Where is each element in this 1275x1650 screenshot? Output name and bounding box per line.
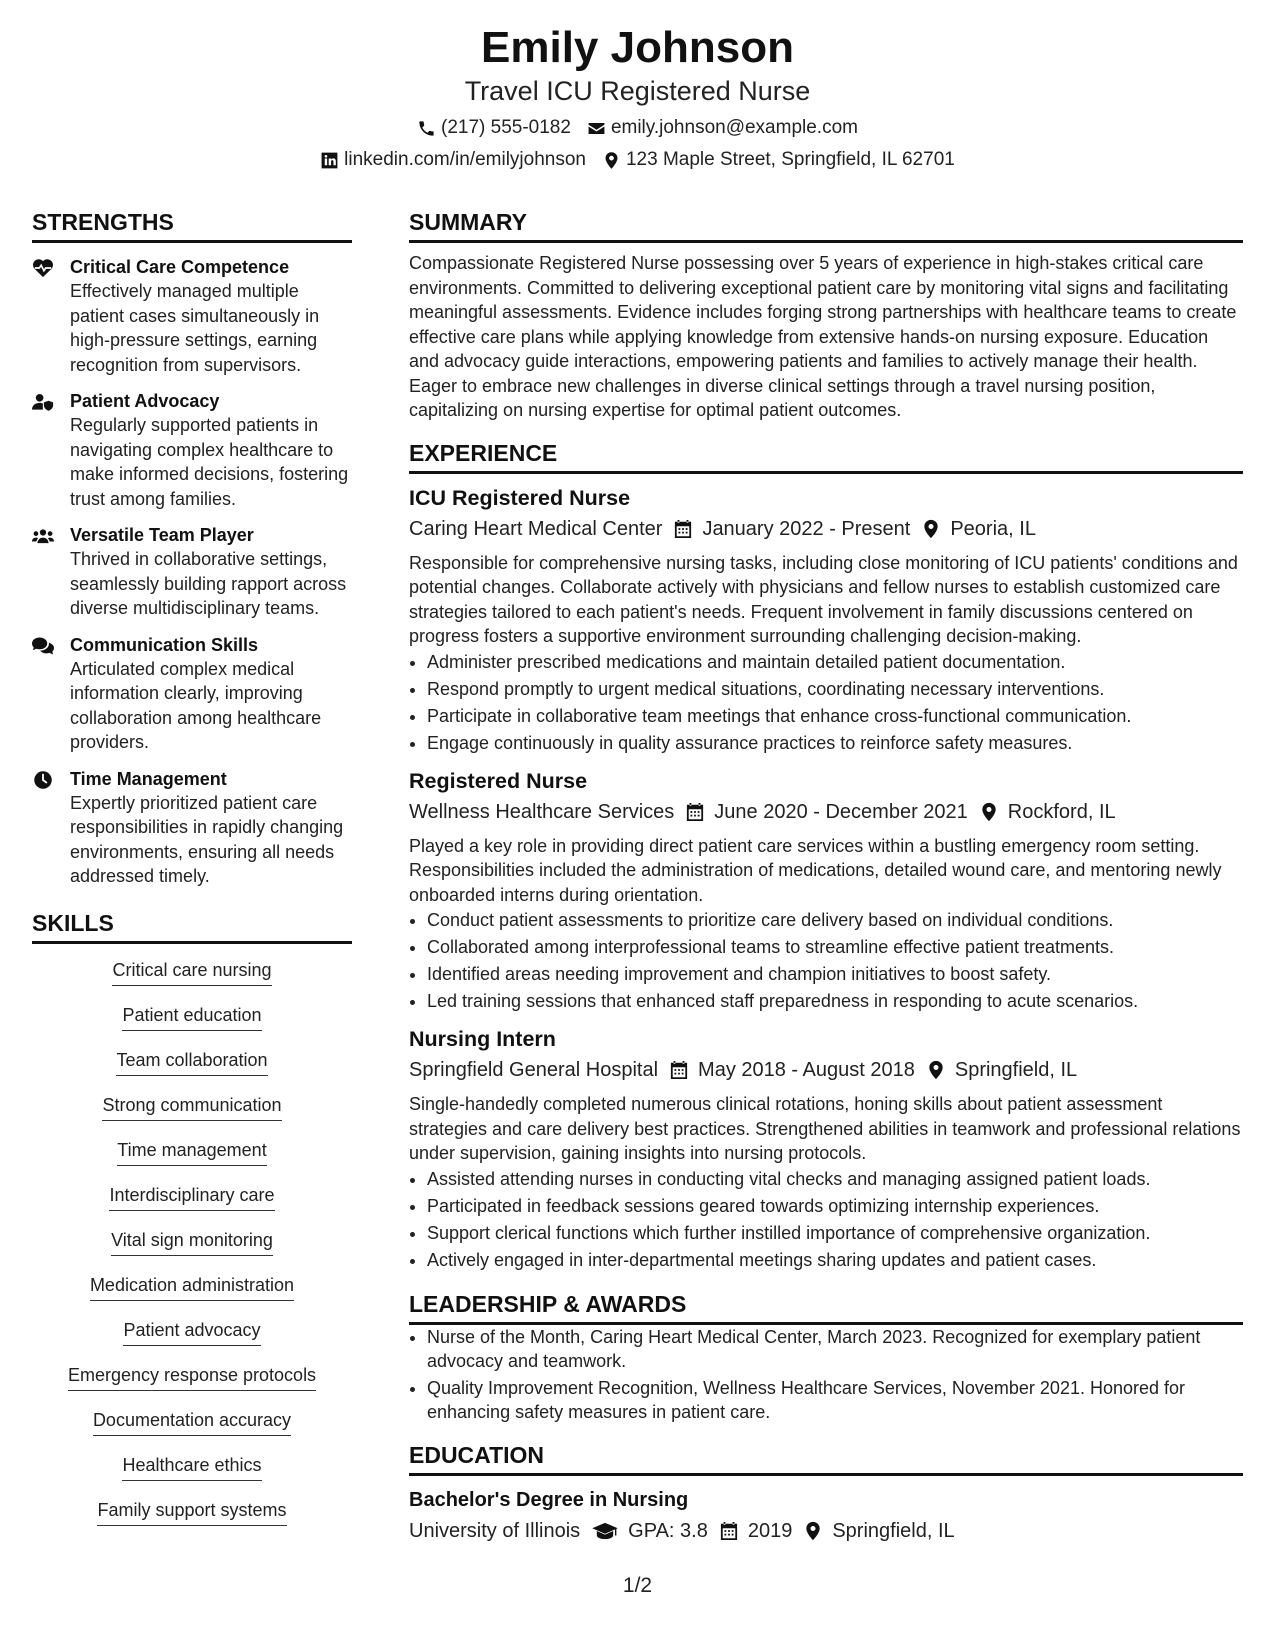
strength-title: Critical Care Competence (70, 257, 290, 277)
linkedin-item[interactable] (320, 148, 586, 172)
bullet-item: • Identified areas needing improvement and champion initiatives to boost safety. (427, 961, 1243, 988)
calendar-icon (670, 1060, 688, 1080)
strength-desc: Articulated complex medical information clearly, improving collaboration among healthcare providers. (70, 658, 322, 752)
email-item[interactable] (587, 116, 858, 140)
contact-row-2 (0, 148, 1275, 172)
skill-item: Critical care nursing (32, 958, 352, 1003)
strength-desc: Regularly supported patients in navigating complex healthcare to make informed decisions, fostering trust among families. (70, 415, 349, 509)
job-entry (409, 767, 1243, 1016)
bullet-item: • Collaborated among interprofessional teams to streamline effective patient treatments. (427, 934, 1243, 961)
strengths-heading: STRENGTHS (32, 208, 352, 243)
bullet-item: • Led training sessions that enhanced staff preparedness in responding to acute scenarios. (427, 988, 1243, 1015)
job-location: Peoria, IL (950, 517, 1036, 540)
strength-item (32, 633, 352, 755)
skill-item: Patient education (32, 1003, 352, 1048)
heartbeat-icon (32, 258, 54, 278)
candidate-name: Emily Johnson (481, 23, 794, 72)
phone-item (417, 116, 571, 140)
bullet-item: • Participated in feedback sessions geared towards optimizing internship experiences. (427, 1193, 1243, 1220)
job-title: Registered Nurse (409, 768, 588, 793)
envelope-icon (587, 119, 606, 138)
page-number: 1/2 (622, 1574, 653, 1597)
strength-item (32, 523, 352, 621)
map-marker-icon (602, 151, 621, 170)
map-marker-icon (804, 1521, 822, 1541)
bullet-item: • Support clerical functions which further instilled importance of comprehensive organization. (427, 1220, 1243, 1247)
phone-text: (217) 555-0182 (441, 117, 571, 138)
education-school: University of Illinois (409, 1519, 581, 1542)
calendar-icon (674, 519, 692, 539)
strength-item (32, 255, 352, 377)
users-icon (32, 526, 54, 546)
awards-list (409, 1325, 1243, 1425)
job-meta (409, 515, 1243, 543)
job-dates: May 2018 - August 2018 (698, 1059, 915, 1081)
skill-item: Strong communication (32, 1093, 352, 1138)
skill-item: Interdisciplinary care (32, 1183, 352, 1228)
education-year: 2019 (747, 1519, 793, 1542)
skill-item: Patient advocacy (32, 1318, 352, 1363)
skill-list (32, 958, 352, 1543)
job-description: Responsible for comprehensive nursing tasks, including close monitoring of ICU patients' conditions and potential changes. Collaborate actively with physicians and fellow nurses to establish customized care strategies tailored to each patient's needs. Frequent involvement in family discussions centered on progress fosters a supportive environment surrounding challenging decision-making. (409, 552, 1238, 646)
job-entry (409, 1025, 1243, 1274)
job-title: Nursing Intern (409, 1027, 556, 1051)
awards-heading: LEADERSHIP & AWARDS (409, 1290, 1243, 1325)
right-column (409, 208, 1243, 1545)
resume-header (0, 22, 1275, 172)
skill-item: Family support systems (32, 1498, 352, 1543)
map-marker-icon (980, 802, 998, 822)
strength-title: Patient Advocacy (70, 391, 220, 411)
summary-text: Compassionate Registered Nurse possessing over 5 years of experience in high-stakes critical care environments. Committed to delivering exceptional patient care by monitoring vital signs and facilitating meaningful assessments. Evidence includes forging strong partnerships with healthcare teams to create effective care plans while applying knowledge from extensive hands-on nursing exposure. Education and advocacy guide interactions, empowering patients and families to actively manage their health. Eager to embrace new challenges in diverse clinical settings through a travel nursing position, capitalizing on nursing expertise for optimal patient outcomes. (409, 253, 1237, 420)
award-item: • Quality Improvement Recognition, Wellness Healthcare Services, November 2021. Honored for enhancing safety measures in patient care. (427, 1376, 1243, 1425)
education-gpa: GPA: 3.8 (628, 1519, 708, 1542)
job-description: Played a key role in providing direct patient care services within a bustling emergency room setting. Responsibilities included the administration of medications, detailed wound care, and mentoring newly onboarded interns during orientation. (409, 835, 1222, 905)
strength-desc: Thrived in collaborative settings, seamlessly building rapport across diverse multidisciplinary teams. (70, 549, 347, 618)
job-dates: January 2022 - Present (702, 517, 911, 540)
job-bullets (409, 907, 1243, 1015)
experience-heading: EXPERIENCE (409, 439, 1243, 474)
education-heading: EDUCATION (409, 1441, 1243, 1476)
strength-title: Versatile Team Player (70, 525, 254, 545)
job-meta (409, 1056, 1243, 1084)
skill-item: Healthcare ethics (32, 1453, 352, 1498)
clock-icon (32, 770, 54, 790)
address-text: 123 Maple Street, Springfield, IL 62701 (625, 149, 955, 170)
candidate-title: Travel ICU Registered Nurse (464, 76, 811, 106)
job-meta (409, 798, 1243, 826)
job-title: ICU Registered Nurse (409, 485, 631, 510)
bullet-item: • Assisted attending nurses in conducting vital checks and managing assigned patient loads. (427, 1166, 1243, 1193)
skill-item: Emergency response protocols (32, 1363, 352, 1408)
bullet-item: • Conduct patient assessments to prioritize care delivery based on individual conditions. (427, 907, 1243, 934)
bullet-item: • Engage continuously in quality assurance practices to reinforce safety measures. (427, 730, 1243, 757)
phone-icon (417, 119, 436, 138)
job-location: Springfield, IL (954, 1059, 1078, 1081)
strength-desc: Expertly prioritized patient care responsibilities in rapidly changing environments, ensuring all needs addressed timely. (70, 792, 344, 886)
job-dates: June 2020 - December 2021 (714, 800, 968, 823)
bullet-item: • Actively engaged in inter-departmental meetings sharing updates and patient cases. (427, 1247, 1243, 1274)
strength-title: Time Management (70, 768, 227, 789)
contact-row-1 (0, 116, 1275, 140)
map-marker-icon (922, 519, 940, 539)
job-bullets (409, 1166, 1243, 1274)
job-company: Caring Heart Medical Center (409, 517, 663, 540)
education-degree: Bachelor's Degree in Nursing (409, 1488, 689, 1511)
job-company: Wellness Healthcare Services (409, 800, 675, 823)
calendar-icon (686, 802, 704, 822)
education-meta (409, 1517, 1243, 1545)
comments-icon (32, 636, 54, 656)
job-entry (409, 484, 1243, 757)
graduation-cap-icon (592, 1521, 618, 1541)
strength-title: Communication Skills (70, 634, 259, 655)
skill-item: Medication administration (32, 1273, 352, 1318)
education-location: Springfield, IL (832, 1519, 955, 1542)
strength-desc: Effectively managed multiple patient cases simultaneously in high-pressure settings, earning recognition from supervisors. (70, 281, 320, 375)
job-location: Rockford, IL (1007, 800, 1116, 823)
skill-item: Time management (32, 1138, 352, 1183)
job-company: Springfield General Hospital (409, 1059, 659, 1081)
strength-item (32, 767, 352, 889)
job-bullets (409, 649, 1243, 757)
user-shield-icon (32, 392, 54, 412)
bullet-item: • Administer prescribed medications and maintain detailed patient documentation. (427, 649, 1243, 676)
skill-item: Vital sign monitoring (32, 1228, 352, 1273)
linkedin-icon (320, 151, 339, 170)
skill-item: Team collaboration (32, 1048, 352, 1093)
award-item: • Nurse of the Month, Caring Heart Medical Center, March 2023. Recognized for exemplary patient advocacy and teamwork. (427, 1325, 1243, 1374)
linkedin-text[interactable]: linkedin.com/in/emilyjohnson (344, 149, 586, 170)
bullet-item: • Participate in collaborative team meetings that enhance cross-functional communication. (427, 703, 1243, 730)
map-marker-icon (927, 1060, 945, 1080)
calendar-icon (720, 1521, 738, 1541)
skills-heading: SKILLS (32, 909, 352, 944)
strength-item (32, 389, 352, 511)
email-text[interactable]: emily.johnson@example.com (610, 117, 858, 138)
skill-item: Documentation accuracy (32, 1408, 352, 1453)
job-description: Single-handedly completed numerous clinical rotations, honing skills about patient assessment strategies and care delivery best practices. Strengthened abilities in teamwork and professional relations under supervision, gaining insights into nursing protocols. (409, 1094, 1241, 1163)
summary-heading: SUMMARY (409, 208, 1243, 243)
left-column (32, 208, 352, 1543)
address-item (602, 148, 955, 172)
bullet-item: • Respond promptly to urgent medical situations, coordinating necessary interventions. (427, 676, 1243, 703)
